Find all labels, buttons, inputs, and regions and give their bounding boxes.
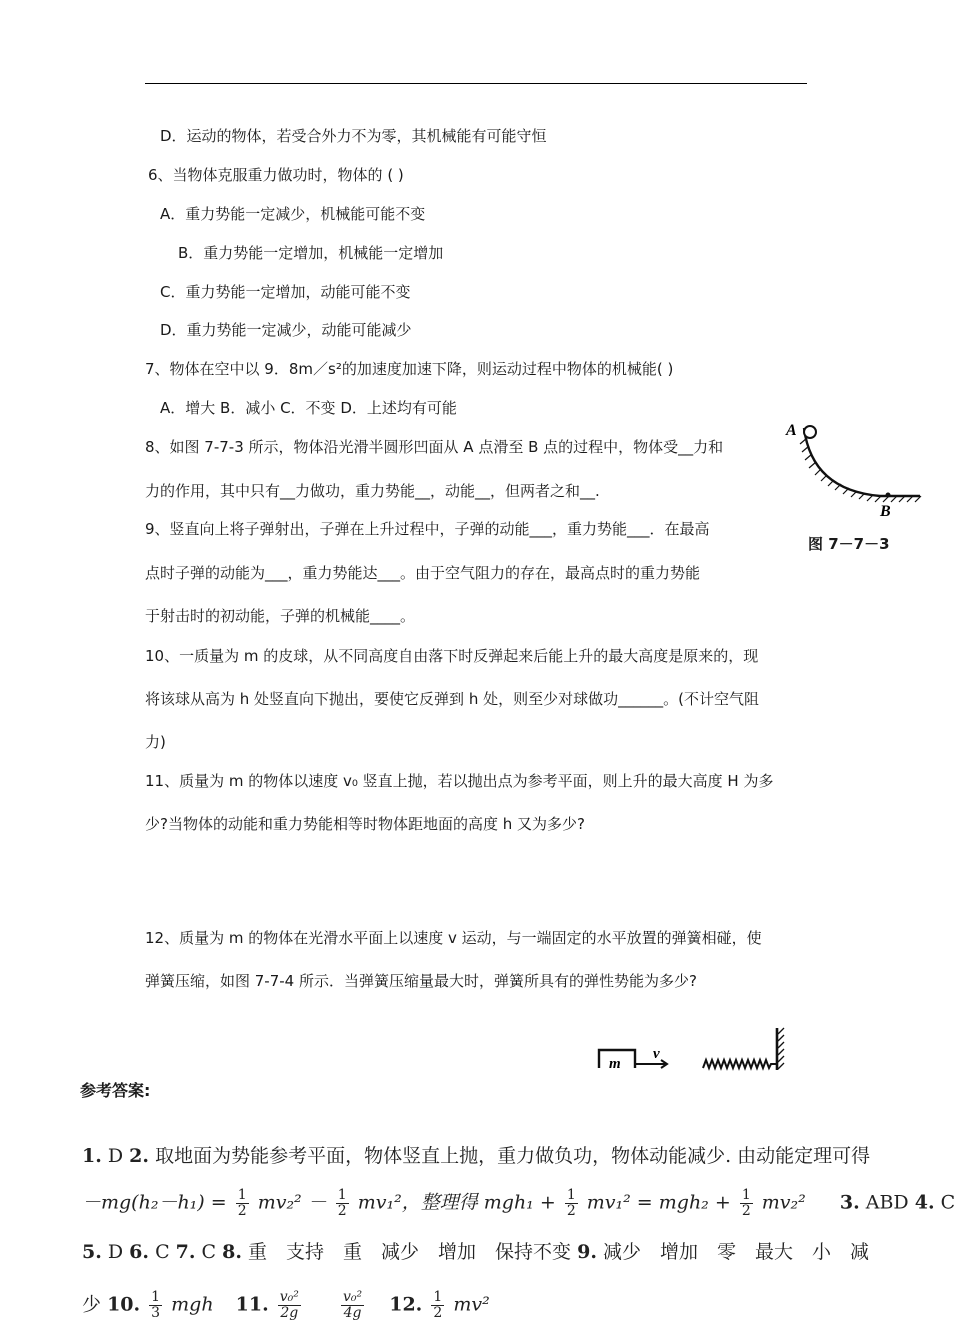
answer-num-2: 2. [129, 1145, 150, 1167]
answer-6: C [155, 1241, 170, 1263]
fraction: $\frac{1}{2}$ [433, 1289, 443, 1321]
answer-7: C [201, 1241, 217, 1263]
answer-10: mgh [171, 1293, 214, 1316]
answer-5: D [107, 1241, 124, 1263]
q9-line2: 点时子弹的动能为___，重力势能达___。由于空气阻力的存在，最高点时的重力势能 [145, 564, 701, 582]
answer-8: 重 支持 重 减少 增加 保持不变 [248, 1241, 572, 1263]
equation-lhs: －mg(h₂－h₁) = [82, 1191, 227, 1214]
answer-2-text: 取地面为势能参考平面，物体竖直上抛，重力做负功，物体动能减少. 由动能定理可得 [155, 1145, 871, 1167]
answer-num-1: 1. [82, 1145, 102, 1167]
q5-option-d: D．运动的物体，若受合外力不为零，其机械能有可能守恒 [160, 127, 547, 145]
equation-term: mv₂² － [257, 1191, 327, 1214]
q12-line2: 弹簧压缩，如图 7-7-4 所示．当弹簧压缩量最大时，弹簧所具有的弹性势能为多少? [145, 972, 697, 990]
equation-term: mgh₁ + [483, 1191, 556, 1214]
q10-line1: 10、一质量为 m 的皮球，从不同高度自由落下时反弹起来后能上升的最大高度是原来的，现 [145, 647, 759, 665]
fraction: $\frac{1}{2}$ [337, 1187, 347, 1219]
answer-num-12: 12. [389, 1293, 423, 1316]
answer-num-5: 5. [82, 1241, 102, 1263]
equation-term: mv₁² = mgh₂ + [586, 1191, 731, 1214]
answer-title: 参考答案: [80, 1081, 151, 1100]
answer-num-10: 10. [107, 1293, 141, 1316]
header-rule [145, 83, 807, 84]
figure-label-b: B [880, 503, 891, 520]
figure-7-7-3 [780, 418, 930, 523]
equation-term: mv₁²，整理得 [357, 1191, 478, 1214]
answer-num-7: 7. [175, 1241, 196, 1263]
q6-option-d: D．重力势能一定减少，动能可能减少 [160, 321, 412, 339]
answer-num-3: 3. [839, 1191, 860, 1214]
q6-stem: 6、当物体克服重力做功时，物体的 ( ) [148, 166, 404, 184]
fraction: $\frac{\text{v₀²}}{2g}$ [279, 1289, 299, 1321]
q8-line1: 8、如图 7-7-3 所示，物体沿光滑半圆形凹面从 A 点滑至 B 点的过程中，物体受__力和 [145, 438, 724, 456]
q7-options: A．增大 B．减小 C．不变 D．上述均有可能 [160, 399, 457, 417]
fraction: $\frac{1}{2}$ [237, 1187, 247, 1219]
answer-9: 减少 增加 零 最大 小 减 [602, 1241, 869, 1263]
answer-12: mv² [453, 1293, 490, 1316]
answer-num-4: 4. [914, 1191, 935, 1214]
answer-line-1 [82, 1144, 870, 1168]
q9-line3: 于射击时的初动能，子弹的机械能____。 [145, 607, 416, 625]
q9-line1: 9、竖直向上将子弹射出，子弹在上升过程中，子弹的动能___，重力势能___．在最高 [145, 520, 710, 538]
figure-7-7-4 [595, 1024, 795, 1070]
fraction: $\frac{1}{2}$ [566, 1187, 576, 1219]
q10-line2: 将该球从高为 h 处竖直向下抛出，要使它反弹到 h 处，则至少对球做功______。(不计空气阻 [145, 690, 759, 708]
answer-line-3 [82, 1240, 869, 1264]
answer-num-6: 6. [129, 1241, 150, 1263]
q10-line3: 力) [145, 733, 166, 751]
figure-label-a: A [786, 422, 797, 439]
q6-option-a: A．重力势能一定减少，机械能可能不变 [160, 205, 426, 223]
q6-option-b: B．重力势能一定增加，机械能一定增加 [178, 244, 444, 262]
answer-num-9: 9. [577, 1241, 597, 1263]
q12-line1: 12、质量为 m 的物体在光滑水平面上以速度 v 运动，与一端固定的水平放置的弹簧相碰，使 [145, 929, 762, 947]
velocity-label: v [653, 1046, 660, 1062]
fraction: $\frac{\text{v₀²}}{4g}$ [343, 1289, 363, 1321]
equation-term: mv₂² [761, 1191, 806, 1214]
answer-9-tail: 少 [82, 1293, 102, 1316]
answer-line-4 [82, 1290, 490, 1321]
figure-caption: 图 7－7－3 [808, 535, 890, 553]
answer-num-8: 8. [222, 1241, 242, 1263]
q8-line2: 力的作用，其中只有__力做功，重力势能__，动能__，但两者之和__. [145, 482, 600, 500]
answer-1: D [107, 1145, 124, 1167]
q11-line2: 少?当物体的动能和重力势能相等时物体距地面的高度 h 又为多少? [145, 815, 585, 833]
block-label: m [609, 1056, 621, 1072]
q6-option-c: C．重力势能一定增加，动能可能不变 [160, 283, 411, 301]
q7-stem: 7、物体在空中以 9．8m／s²的加速度加速下降，则运动过程中物体的机械能( ) [145, 360, 674, 378]
q11-line1: 11、质量为 m 的物体以速度 v₀ 竖直上抛，若以抛出点为参考平面，则上升的最大高度 H 为多 [145, 772, 774, 790]
answer-3: ABD [865, 1191, 909, 1214]
fraction: $\frac{1}{3}$ [151, 1289, 161, 1321]
fraction: $\frac{1}{2}$ [741, 1187, 751, 1219]
answer-line-2 [82, 1188, 955, 1219]
answer-4: C [940, 1191, 955, 1214]
answer-num-11: 11. [235, 1293, 269, 1316]
